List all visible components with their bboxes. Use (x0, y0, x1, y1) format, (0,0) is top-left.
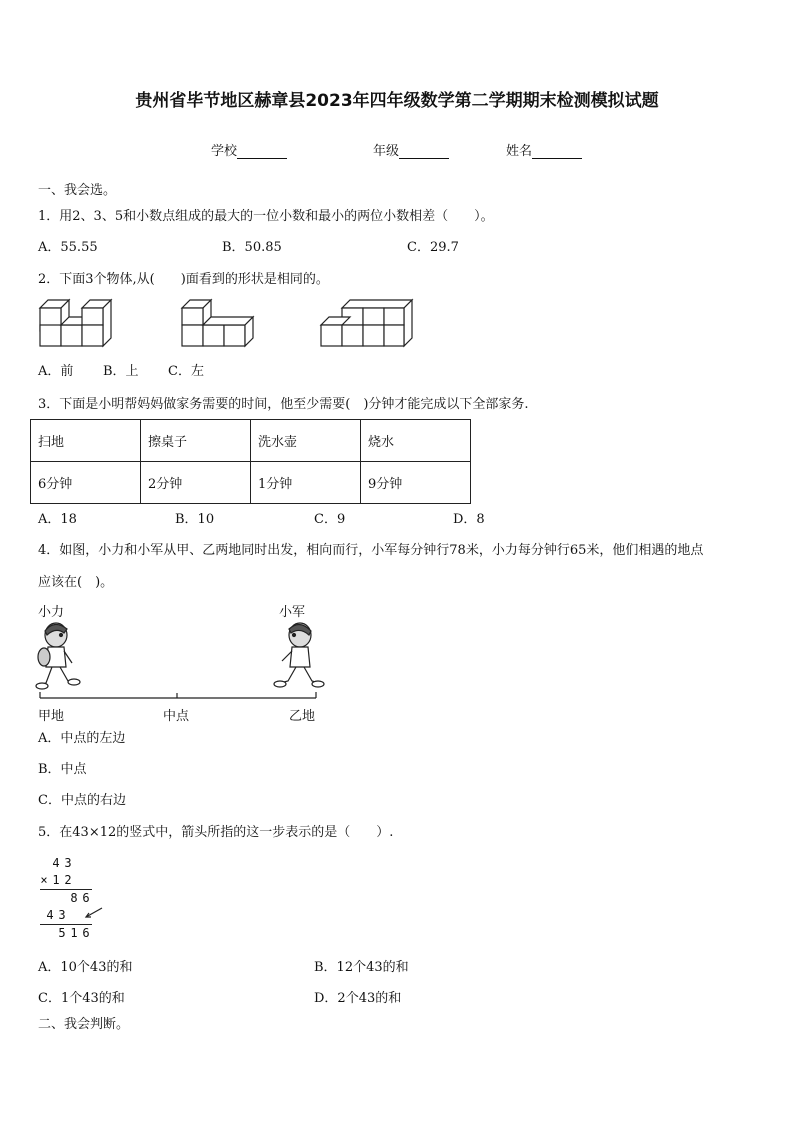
point-label-end: 乙地 (289, 709, 316, 724)
question-3: 3．下面是小明帮妈妈做家务需要的时间，他至少需要( )分钟才能完成以下全部家务. (38, 397, 529, 412)
table-header-cell: 烧水 (361, 420, 471, 462)
q5-option-a[interactable]: A．10个43的和 (38, 960, 133, 975)
table-row (31, 462, 471, 504)
cube-figures (38, 298, 418, 350)
q3-option-b[interactable]: B．10 (175, 512, 215, 527)
cube-figure-3 (321, 300, 412, 346)
vertical-row-3: 8 6 (70, 891, 90, 905)
q3-option-d[interactable]: D．8 (453, 512, 485, 527)
q4-option-b[interactable]: B．中点 (38, 762, 87, 777)
table-cell: 2分钟 (141, 462, 251, 504)
q5-option-b[interactable]: B．12个43的和 (314, 960, 409, 975)
divider-line-2 (40, 924, 92, 925)
vertical-row-2: × 1 2 (40, 873, 72, 887)
name-field[interactable] (506, 140, 582, 159)
cube-figure-2 (182, 300, 253, 346)
table-header-cell: 洗水壶 (251, 420, 361, 462)
q3-option-c[interactable]: C．9 (314, 512, 346, 527)
point-label-middle: 中点 (163, 709, 190, 724)
cube-figure-1 (40, 300, 111, 346)
q3-option-a[interactable]: A．18 (38, 512, 77, 527)
q2-option-c[interactable]: C．左 (168, 364, 204, 379)
q4-option-c[interactable]: C．中点的右边 (38, 793, 126, 808)
q5-option-c[interactable]: C．1个43的和 (38, 991, 125, 1006)
question-1: 1．用2、3、5和小数点组成的最大的一位小数和最小的两位小数相差（ ）。 (38, 209, 494, 224)
table-row (31, 420, 471, 462)
q1-option-c[interactable]: C．29.7 (407, 240, 459, 255)
q2-option-b[interactable]: B．上 (103, 364, 139, 379)
vertical-row-1: 4 3 (52, 856, 72, 870)
q4-option-a[interactable]: A．中点的左边 (38, 731, 126, 746)
vertical-multiplication (38, 856, 108, 946)
section-1-heading: 一、我会选。 (38, 183, 117, 198)
page-title: 贵州省毕节地区赫章县2023年四年级数学第二学期期末检测模拟试题 (135, 91, 659, 111)
person-label-left: 小力 (38, 605, 65, 620)
q1-option-b[interactable]: B．50.85 (222, 240, 282, 255)
table-cell: 6分钟 (31, 462, 141, 504)
question-4-line-2: 应该在( )。 (38, 575, 114, 590)
divider-line-1 (40, 889, 92, 890)
meeting-diagram (34, 617, 334, 707)
question-4-line-1: 4．如图，小力和小军从甲、乙两地同时出发，相向而行，小军每分钟行78米，小力每分钟行65米，他们相遇的地点 (38, 543, 704, 558)
point-label-start: 甲地 (38, 709, 65, 724)
grade-field[interactable] (373, 140, 449, 159)
question-2: 2．下面3个物体,从( )面看到的形状是相同的。 (38, 272, 329, 287)
table-header-cell: 擦桌子 (141, 420, 251, 462)
walking-boy-right-icon (274, 623, 324, 687)
section-2-heading: 二、我会判断。 (38, 1017, 130, 1032)
school-label: 学校 (211, 144, 238, 159)
q1-option-a[interactable]: A．55.55 (38, 240, 98, 255)
person-label-right: 小军 (279, 605, 306, 620)
vertical-row-5: 5 1 6 (58, 926, 90, 940)
q2-option-a[interactable]: A．前 (38, 364, 74, 379)
walking-boy-left-icon (36, 623, 80, 689)
arrow-icon (82, 906, 106, 920)
table-cell: 9分钟 (361, 462, 471, 504)
school-field[interactable] (211, 140, 287, 159)
q5-option-d[interactable]: D．2个43的和 (314, 991, 402, 1006)
name-label: 姓名 (506, 144, 533, 159)
chores-table (30, 419, 471, 504)
vertical-row-4: 4 3 (46, 908, 66, 922)
grade-label: 年级 (373, 144, 400, 159)
table-header-cell: 扫地 (31, 420, 141, 462)
table-cell: 1分钟 (251, 462, 361, 504)
question-5: 5．在43×12的竖式中，箭头所指的这一步表示的是（ ）. (38, 825, 394, 840)
